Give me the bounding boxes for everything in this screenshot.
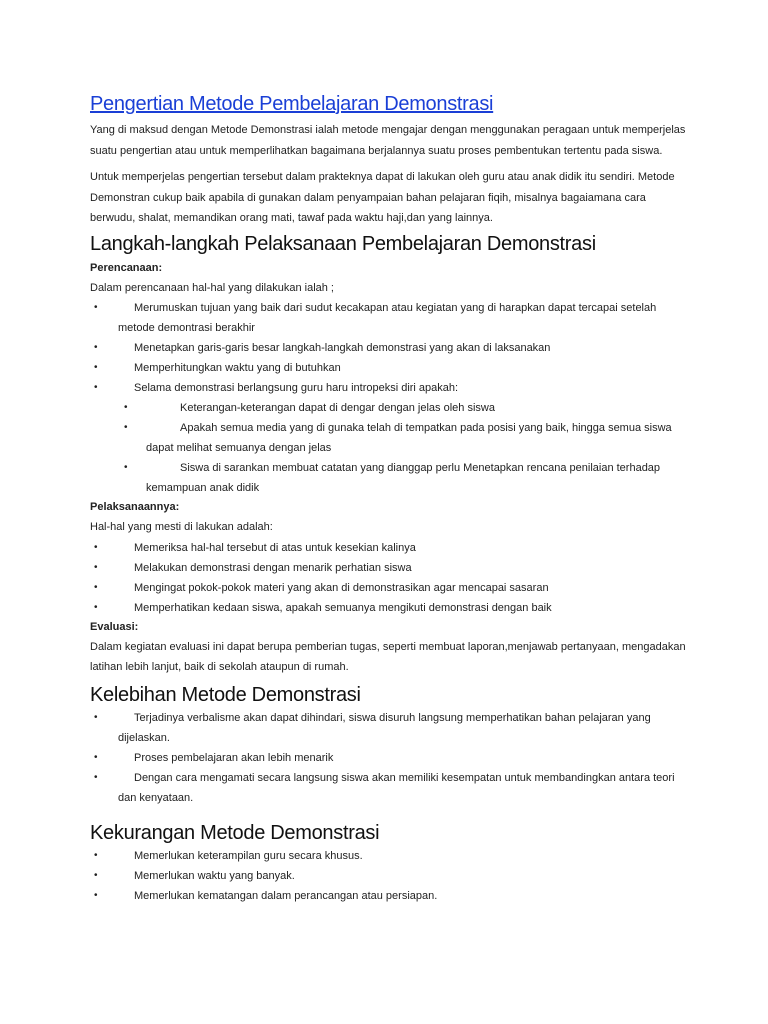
bullet-icon: • bbox=[94, 869, 98, 881]
kekurangan-heading: Kekurangan Metode Demonstrasi bbox=[90, 821, 380, 844]
bullet-icon: • bbox=[94, 541, 98, 553]
bullet-icon: • bbox=[124, 422, 128, 433]
sub-list-item: • Keterangan-keterangan dapat di dengar dengan jelas oleh siswa bbox=[90, 398, 690, 418]
kelebihan-heading: Kelebihan Metode Demonstrasi bbox=[90, 683, 361, 706]
bullet-icon: • bbox=[94, 751, 98, 763]
intro-paragraph-1: Yang di maksud dengan Metode Demonstrasi ialah metode mengajar dengan menggunakan peragaan untuk memperjelas suatu pengertian atau untuk memperlihatkan bagaimana berjalannya suatu proses pembentukan tertentu pada siswa. bbox=[90, 124, 686, 157]
bullet-icon: • bbox=[94, 889, 98, 901]
bullet-icon: • bbox=[94, 771, 98, 783]
list-item: • Merumuskan tujuan yang baik dari sudut kecakapan atau kegiatan yang di harapkan dapat tercapai setelah metode demontrasi berakhir bbox=[90, 298, 690, 338]
bullet-icon: • bbox=[124, 402, 128, 413]
langkah-heading: Langkah-langkah Pelaksanaan Pembelajaran Demonstrasi bbox=[90, 232, 596, 255]
kelebihan-list bbox=[90, 708, 690, 808]
perencanaan-list bbox=[90, 298, 690, 498]
bullet-icon: • bbox=[94, 581, 98, 593]
perencanaan-lead: Dalam perencanaan hal-hal yang dilakukan ialah ; bbox=[90, 281, 334, 294]
list-item: • Melakukan demonstrasi dengan menarik perhatian siswa bbox=[90, 558, 690, 578]
sub-list-item: • Apakah semua media yang di gunaka telah di tempatkan pada posisi yang baik, hingga semua siswa dapat melihat semuanya dengan jelas bbox=[90, 418, 690, 458]
pelaksanaan-lead: Hal-hal yang mesti di lakukan adalah: bbox=[90, 521, 273, 533]
list-item: • Selama demonstrasi berlangsung guru haru intropeksi diri apakah: bbox=[90, 378, 690, 398]
evaluasi-label: Evaluasi: bbox=[90, 620, 139, 633]
evaluasi-text: Dalam kegiatan evaluasi ini dapat berupa pemberian tugas, seperti membuat laporan,menjawab pertanyaan, mengadakan latihan lebih lanjut, baik di sekolah ataupun di rumah. bbox=[90, 640, 686, 673]
pelaksanaan-label: Pelaksanaannya: bbox=[90, 501, 180, 513]
kekurangan-list bbox=[90, 846, 690, 906]
bullet-icon: • bbox=[94, 849, 98, 861]
intro-paragraph-2: Untuk memperjelas pengertian tersebut dalam prakteknya dapat di lakukan oleh guru atau anak didik itu sendiri. Metode Demonstran cukup baik apabila di gunakan dalam penyampaian bahan pelajaran fiqih, misalnya bagaiamana cara berwudu, shalat, memandikan orang mati, tawaf pada waktu haji,dan yang lainnya. bbox=[90, 171, 675, 224]
list-item: • Proses pembelajaran akan lebih menarik bbox=[90, 748, 690, 768]
list-item: • Memerlukan keterampilan guru secara khusus. bbox=[90, 846, 690, 866]
bullet-icon: • bbox=[94, 342, 98, 353]
list-item: • Memerlukan waktu yang banyak. bbox=[90, 866, 690, 886]
bullet-icon: • bbox=[94, 362, 98, 373]
list-item: • Memeriksa hal-hal tersebut di atas untuk kesekian kalinya bbox=[90, 538, 690, 558]
list-item: • Menetapkan garis-garis besar langkah-langkah demonstrasi yang akan di laksanakan bbox=[90, 338, 690, 358]
bullet-icon: • bbox=[94, 382, 98, 393]
list-item: • Terjadinya verbalisme akan dapat dihindari, siswa disuruh langsung memperhatikan bahan pelajaran yang dijelaskan. bbox=[90, 708, 690, 748]
bullet-icon: • bbox=[94, 561, 98, 573]
list-item: • Memperhitungkan waktu yang di butuhkan bbox=[90, 358, 690, 378]
list-item: • Mengingat pokok-pokok materi yang akan di demonstrasikan agar mencapai sasaran bbox=[90, 578, 690, 598]
bullet-icon: • bbox=[94, 711, 98, 723]
list-item: • Dengan cara mengamati secara langsung siswa akan memiliki kesempatan untuk membandingkan antara teori dan kenyataan. bbox=[90, 768, 690, 808]
bullet-icon: • bbox=[124, 462, 128, 473]
perencanaan-label: Perencanaan: bbox=[90, 261, 163, 274]
list-item: • Memerlukan kematangan dalam perancangan atau persiapan. bbox=[90, 886, 690, 906]
bullet-icon: • bbox=[94, 601, 98, 613]
pelaksanaan-list bbox=[90, 538, 690, 618]
bullet-icon: • bbox=[94, 302, 98, 313]
title-link[interactable]: Pengertian Metode Pembelajaran Demonstrasi bbox=[90, 93, 494, 115]
sub-list-item: • Siswa di sarankan membuat catatan yang dianggap perlu Menetapkan rencana penilaian terhadap kemampuan anak didik bbox=[90, 458, 690, 498]
list-item: • Memperhatikan kedaan siswa, apakah semuanya mengikuti demonstrasi dengan baik bbox=[90, 598, 690, 618]
